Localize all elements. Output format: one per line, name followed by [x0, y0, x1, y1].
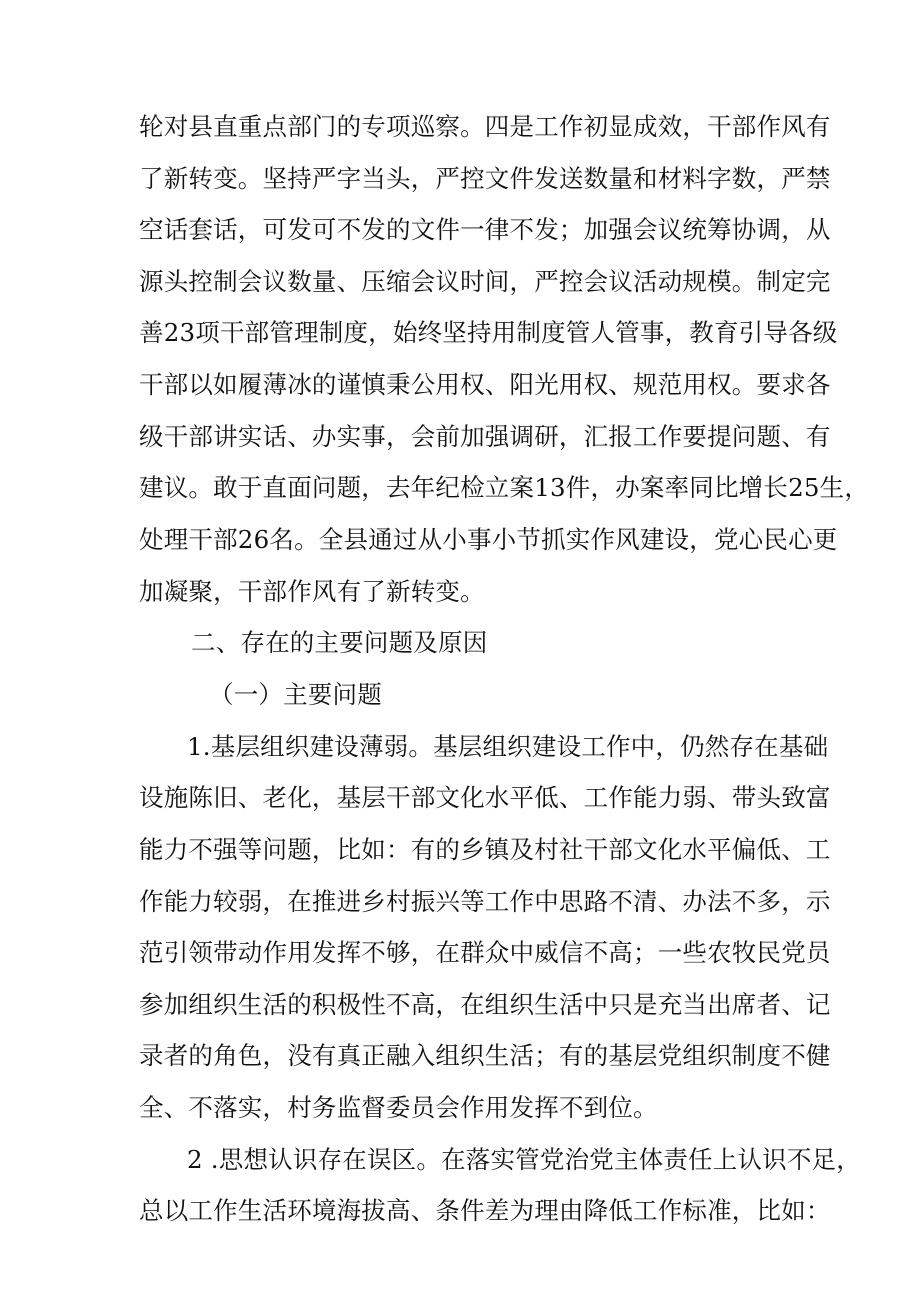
- text-line: 级干部讲实话、办实事，会前加强调研，汇报工作要提问题、有: [139, 422, 831, 451]
- text-line: 善23项干部管理制度，始终坚持用制度管人管事，教育引导各级: [139, 318, 838, 347]
- text-line: 参加组织生活的积极性不高，在组织生活中只是充当出席者、记: [139, 990, 831, 1019]
- text-line: 设施陈旧、老化，基层干部文化水平低、工作能力弱、带头致富: [139, 783, 831, 812]
- text-line: 作能力较弱，在推进乡村振兴等工作中思路不清、办法不多，示: [139, 887, 831, 916]
- paragraph-first-line: 1.基层组织建设薄弱。基层组织建设工作中，仍然存在基础: [187, 732, 829, 761]
- paragraph-first-line: 2 .思想认识存在误区。在落实管党治党主体责任上认识不足，: [187, 1145, 861, 1174]
- subsection-heading: （一）主要问题: [209, 680, 382, 709]
- text-line: 总以工作生活环境海拔高、条件差为理由降低工作标准，比如：: [139, 1196, 831, 1225]
- text-line: 处理干部26名。全县通过从小事小节抓实作风建设，党心民心更: [139, 525, 838, 554]
- section-heading: 二、存在的主要问题及原因: [191, 628, 488, 657]
- text-line: 建议。敢于直面问题，去年纪检立案13件，办案率同比增长25生，: [139, 473, 870, 502]
- text-line: 轮对县直重点部门的专项巡察。四是工作初显成效，干部作风有: [139, 112, 831, 141]
- text-line: 了新转变。坚持严字当头，严控文件发送数量和材料字数，严禁: [139, 164, 831, 193]
- text-line: 录者的角色，没有真正融入组织生活；有的基层党组织制度不健: [139, 1041, 831, 1070]
- text-line: 空话套话，可发可不发的文件一律不发；加强会议统筹协调，从: [139, 215, 831, 244]
- text-line: 能力不强等问题，比如：有的乡镇及村社干部文化水平偏低、工: [139, 835, 831, 864]
- text-line: 加凝聚，干部作风有了新转变。: [139, 577, 485, 606]
- text-line: 范引领带动作用发挥不够，在群众中威信不高；一些农牧民党员: [139, 938, 831, 967]
- text-line: 全、不落实，村务监督委员会作用发挥不到位。: [139, 1093, 658, 1122]
- text-line: 源头控制会议数量、压缩会议时间，严控会议活动规模。制定完: [139, 267, 831, 296]
- text-line: 干部以如履薄冰的谨慎秉公用权、阳光用权、规范用权。要求各: [139, 370, 831, 399]
